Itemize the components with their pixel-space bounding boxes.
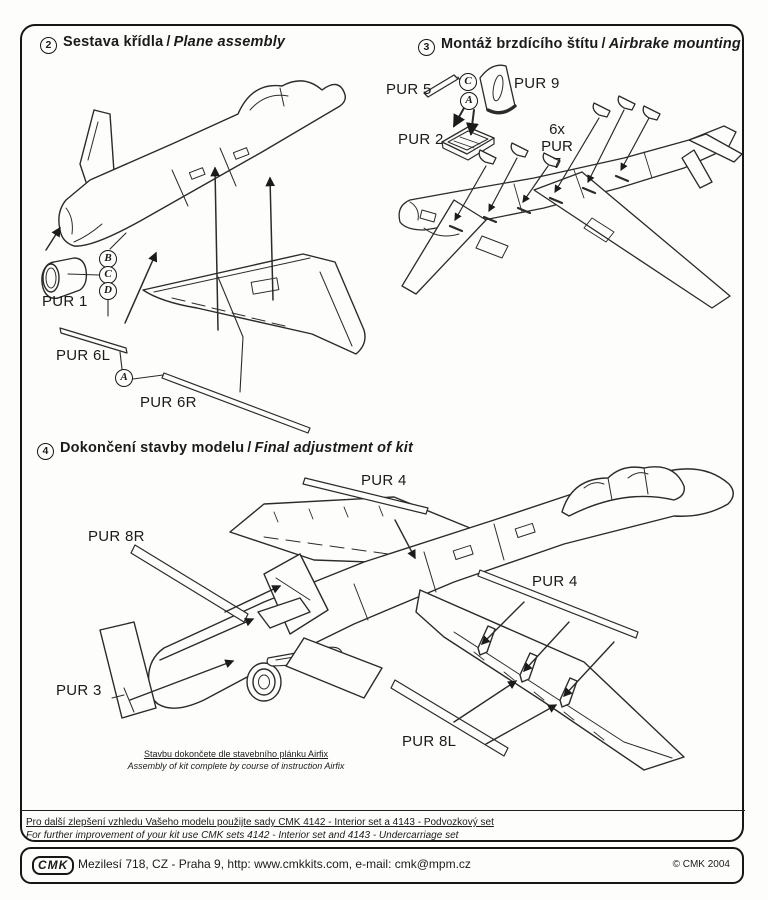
section4-title-cz: Dokončení stavby modelu <box>60 440 245 456</box>
pur4-top-label: PUR 4 <box>361 472 407 489</box>
pur9-label: PUR 9 <box>514 75 560 92</box>
upgrade-notice-en: For further improvement of your kit use CMK sets 4142 - Interior set and 4143 - Undercarriage set <box>26 829 459 841</box>
pur1-label: PUR 1 <box>42 293 88 310</box>
pur3-label: PUR 3 <box>56 682 102 699</box>
airbrake-mounting-diagram <box>394 50 746 440</box>
cmk-logo: CMK <box>32 856 74 875</box>
section2-separator: / <box>166 34 171 50</box>
upgrade-notice <box>26 817 494 842</box>
notice-divider <box>21 810 745 811</box>
plane-assembly-diagram <box>22 52 390 440</box>
section4-title-en: Final adjustment of kit <box>254 440 413 456</box>
wing-part-drawing <box>143 254 365 354</box>
pur6l-label: PUR 6L <box>56 347 111 364</box>
section2-title-en: Plane assembly <box>173 34 286 50</box>
section3-title-cz: Montáž brzdícího štítu <box>441 36 599 52</box>
large-fuselage-drawing <box>149 467 734 708</box>
callout-d: D <box>99 282 117 300</box>
footer-bar <box>20 847 744 884</box>
section4-number-icon: 4 <box>37 443 54 460</box>
airfix-note-en: Assembly of kit complete by course of instruction Airfix <box>127 761 345 771</box>
airfix-note <box>118 748 354 772</box>
section3-number-icon: 3 <box>418 39 435 56</box>
footer-copyright: © CMK 2004 <box>672 859 730 870</box>
callout-c-airbrake: C <box>459 73 477 91</box>
section2-title-cz: Sestava křídla <box>63 34 164 50</box>
upgrade-notice-cz: Pro další zlepšení vzhledu Vašeho modelu použijte sady CMK 4142 - Interior set a 4143 - Podvozkový set <box>26 817 494 828</box>
section3-title-en: Airbrake mounting <box>608 36 741 52</box>
pur7-label <box>535 121 579 172</box>
section2-header <box>40 34 285 54</box>
callout-c: C <box>99 266 117 284</box>
section3-separator: / <box>601 36 606 52</box>
pur4-mid-label: PUR 4 <box>532 573 578 590</box>
pur9-part-drawing <box>480 65 515 113</box>
pur7-quantity: 6x <box>549 121 565 138</box>
section4-separator: / <box>247 440 252 456</box>
footer-address: Mezilesí 718, CZ - Praha 9, http: www.cmkkits.com, e-mail: cmk@mpm.cz <box>78 857 471 871</box>
pur3-part-drawing <box>100 622 156 718</box>
pur6r-label: PUR 6R <box>140 394 197 411</box>
pur8r-part-drawing <box>131 545 248 622</box>
callout-b: B <box>99 250 117 268</box>
airfix-note-cz: Stavbu dokončete dle stavebního plánku Airfix <box>143 749 329 759</box>
callout-a-airbrake: A <box>460 92 478 110</box>
pur8l-label: PUR 8L <box>402 733 457 750</box>
pur2-label: PUR 2 <box>398 131 444 148</box>
callout-a-wing: A <box>115 369 133 387</box>
pur8r-label: PUR 8R <box>88 528 145 545</box>
pur5-label: PUR 5 <box>386 81 432 98</box>
section2-number-icon: 2 <box>40 37 57 54</box>
pur7-name: PUR 7 <box>541 138 573 172</box>
